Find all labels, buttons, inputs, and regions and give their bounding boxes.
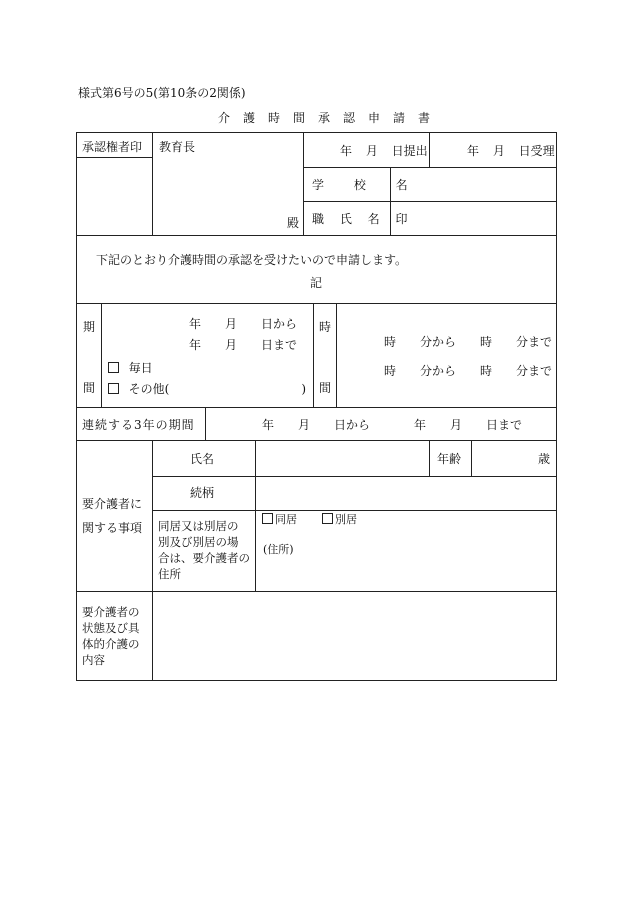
consecutive-period-label: 連続する3年の期間 — [82, 418, 195, 432]
separate-option[interactable] — [322, 513, 357, 526]
position-name-label: 職 氏 名 印 — [312, 212, 414, 226]
option-daily[interactable] — [108, 361, 153, 375]
consecutive-from[interactable]: 年 月 日から — [262, 418, 371, 432]
school-name-field[interactable] — [392, 169, 555, 200]
period-label-bottom: 間 — [83, 381, 96, 395]
condition-label: 要介護者の 状態及び具 体的介護の 内容 — [82, 605, 140, 667]
addressee: 教育長 — [159, 140, 196, 154]
time-range-1[interactable]: 時 分から 時 分まで — [384, 335, 553, 349]
relationship-field[interactable] — [257, 478, 554, 509]
recipient-name-field[interactable] — [257, 442, 427, 475]
cohabit-label: 同居 — [275, 513, 297, 526]
submitted-date[interactable]: 年 月 日提出 — [340, 144, 428, 158]
application-statement: 下記のとおり介護時間の承認を受けたいので申請します。 — [96, 253, 408, 267]
ki-mark: 記 — [310, 276, 323, 290]
period-date-to[interactable]: 年 月 日まで — [189, 338, 298, 352]
option-daily-label: 毎日 — [128, 361, 153, 375]
option-other[interactable] — [108, 382, 306, 396]
option-other-label: その他( ) — [128, 382, 307, 396]
school-name-label: 学 校 名 — [312, 178, 421, 192]
care-recipient-label-2: 関する事項 — [82, 521, 143, 535]
position-name-field[interactable] — [392, 203, 555, 234]
form-reference: 様式第6号の5(第10条の2関係) — [78, 86, 246, 100]
residence-label: 同居又は別居の 別及び別居の場 合は、要介護者の 住所 — [158, 519, 250, 581]
dono-honorific: 殿 — [287, 216, 300, 230]
time-range-2[interactable]: 時 分から 時 分まで — [384, 364, 553, 378]
address-label[interactable]: (住所) — [263, 543, 294, 556]
separate-checkbox[interactable] — [322, 513, 333, 524]
condition-field[interactable] — [154, 593, 554, 679]
time-label-top: 時 — [319, 320, 332, 334]
separate-label: 別居 — [335, 513, 357, 526]
form-title: 介護時間承認申請書 — [218, 111, 444, 125]
other-checkbox[interactable] — [108, 383, 119, 394]
period-date-from[interactable]: 年 月 日から — [189, 317, 298, 331]
consecutive-to[interactable]: 年 月 日まで — [414, 418, 523, 432]
recipient-name-label: 氏名 — [190, 452, 215, 466]
approver-seal-label: 承認権者印 — [82, 140, 143, 154]
age-label: 年齢 — [437, 452, 462, 466]
received-date[interactable]: 年 月 日受理 — [467, 144, 555, 158]
cohabit-checkbox[interactable] — [262, 513, 273, 524]
cohabit-option[interactable] — [262, 513, 297, 526]
age-unit: 歳 — [538, 452, 551, 466]
period-label-top: 期 — [83, 320, 96, 334]
care-recipient-label-1: 要介護者に — [82, 497, 143, 511]
time-label-bottom: 間 — [319, 381, 332, 395]
relationship-label: 続柄 — [190, 486, 215, 500]
daily-checkbox[interactable] — [108, 362, 119, 373]
